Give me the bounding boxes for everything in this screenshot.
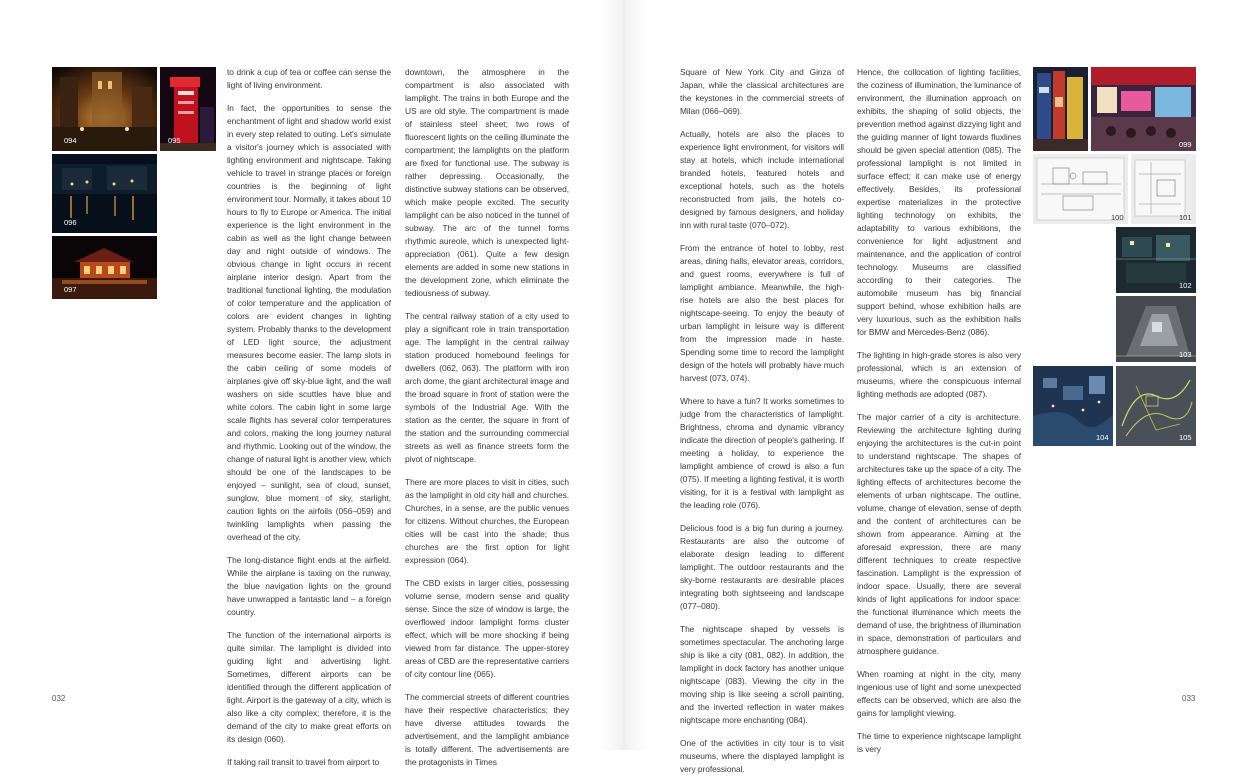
paragraph: The nightscape shaped by vessels is sometimes spectacular. The anchoring large ship is like a city (081, 082). In addition, the lamplight in dock factory has another unique nightscape (083). Viewing the city in the moving ship is like seeing a scroll painting, and the inverted reflection in water makes nightscape more enchanting (084). [680,624,844,725]
paragraph: From the entrance of hotel to lobby, rest areas, dining halls, elevator areas, corridors, and guest rooms, everywhere is full of lamplight ambiance. Meanwhile, the high-rise hotels are also the best places for nightscape-seeing. To enjoy the beauty of urban lamplight in leisure way is different from the impression made in haste. Spending some time to record the lamplight design of the hotels will probably have much harvest (073, 074). [680,243,844,383]
page-number-left: 032 [52,694,66,703]
paragraph: There are more places to visit in cities, such as the lamplight in old city hall and churches. Churches, in a sense, are the public venues for citizens. Without churches, the European cities will be cast into the shade; thus churches are the first option for light expression (064). [405,477,569,565]
photo-097 [52,236,157,299]
paragraph: to drink a cup of tea or coffee can sense the light of living environment. [227,67,391,90]
photo-number: 104 [1096,433,1109,442]
photo-104 [1033,366,1113,446]
photo-number: 103 [1179,350,1192,359]
photo-102 [1116,227,1196,293]
paragraph: The commercial streets of different countries have their respective characteristics; they have diverse attitudes towards the advertisement, and the lamplight ambiance is totally different. The advertisements are the protagonists in Times [405,692,569,767]
photo-number: 096 [64,218,77,227]
photo-number: 100 [1111,213,1124,222]
paragraph: The central railway station of a city used to play a significant role in train transportation age. The lamplight in the central railway station produced homebound feelings for dwellers (062, 063). The platform with iron arch dome, the giant architectural image and the broad square in front of station were the symbols of the Industrial Age. With the station as the center, the square in front of the station and the surrounding commercial streets as well as finance streets form the pivot of nightscape. [405,311,569,464]
paragraph: Actually, hotels are also the places to experience light environment, for visitors will stay at hotels, which include international branded hotels, featured hotels and exceptional hotels, such as the hotels reconstructed from jails, the hotels co-designed by famous designers, and holiday inn with rural taste (070–072). [680,129,844,230]
paragraph: The long-distance flight ends at the airfield. While the airplane is taxiing on the runway, the blue navigation lights on the ground have unwrapped a fantastic land – a foreign country. [227,555,391,617]
photo-number: 102 [1179,281,1192,290]
paragraph: Delicious food is a big fun during a journey. Restaurants are also the outcome of elaborate design leading to different lamplight. The outdoor restaurants and the sky-borne restaurants are desirable places integrating both sightseeing and landscape (077–080). [680,523,844,611]
paragraph: downtown, the atmosphere in the compartment is also associated with lamplight. The trains in both Europe and the US are old style. The compartment is made of stainless steel sheet; two rows of fluorescent lights on the ceiling illuminate the compartment; the lamplights on the platform are fixed for functional use. The subway is rather depressing. Occasionally, the distinctive subway stations can be observed, which make people excited. The security lamplight can be also noticed in the tunnel of subway. The arc of the tunnel forms rhythmic aureole, which is unexpected light-appreciation (061). Quite a few design elements are added in some new stations in the development zone, which eliminate the tediousness of subway. [405,67,569,298]
book-gutter [600,0,648,750]
photo-100 [1033,154,1128,224]
photo-103 [1116,296,1196,362]
paragraph: The function of the international airports is quite similar. The lamplight is divided into guiding light and advertising light. Sometimes, different airports can be identified through the different application of light. Airport is the gateway of a city, which is also like a city complex; therefore, it is the demand of the city to make great efforts on its design (060). [227,630,391,744]
right-text-column-1 [680,66,844,774]
photo-number: 094 [64,136,77,145]
paragraph: If taking rail transit to travel from airport to [227,757,380,767]
paragraph: The major carrier of a city is architecture. Reviewing the architecture lighting during enjoying the architectures is the cut-in point to understand nightscape. The shapes of architectures take up the space of a city. The lighting effects of architectures become the elements of urban nightscape. The outline, volume, change of elevation, sense of depth and the content of architectures can be shown from appearance. Aiming at the aforesaid expression, there are many different techniques to create respective fascination. Lamplight is the expression of indoor space. Usually, there are several kinds of light applications for indoor space: the functional illuminance which meets the demand of use, the brightness of illumination in space, demonstration of particulars and atmosphere guidance. [857,412,1021,656]
paragraph: Where to have a fun? It works sometimes to judge from the characteristics of lamplight. Brightness, chroma and dynamic vibrancy indicate the direction of people's gathering. If meeting a holiday, to experience the lamplight ambience of crowd is also a fun (075). If meeting a lighting festival, it is worth visiting, for it is a festival with lamplight as the leading role (076). [680,396,844,510]
photo-number: 101 [1179,213,1192,222]
paragraph: When roaming at night in the city, many ingenious use of light and some unexpected effects can be observed, which are also the gains for lamplight viewing. [857,669,1021,718]
right-text-column-2 [857,66,1021,754]
paragraph: In fact, the opportunities to sense the enchantment of light and shadow world exist in every step related to outing. Let's simulate a visitor's journey which is associated with lighting environment and nightscape. Taking vehicle to travel in strange places or foreign countries is the beginning of light environment tour. Normally, it takes about 10 hours to fly to Europe or America. The initial experience is the light environment in the cabin as well as the light change between day and night outside of windows. The obvious change in light occurs in recent airplane interior design. Apart from the traditional functional lighting, the modulation of color temperature and the application of colors are evident changes in lighting system. Probably thanks to the development of LED light source, the adjustment measures become easier. The lamp slots in the cabin ceiling of some models of airplanes give off sky-blue light, and the wall washers on side scuttles have blue and white colors. The cabin light in some large scale flights has several color temperatures and colors, making the long journey natural and rhythmic. Looking out of the window, the change of natural light is another view, which should be one of the landscapes to be enjoyed – sunlight, sea of cloud, sunset, sunglow, blue moment of sky, starlight, caution lights on the airfoils (056–059) and twinkling lamplights when passing the overhead of the city. [227,103,391,542]
photo-number: 105 [1179,433,1192,442]
photo-099-image [1091,67,1196,151]
photo-number: 099 [1179,140,1192,149]
photo-094 [52,67,157,151]
paragraph: Hence, the collocation of lighting facilities, the coziness of illumination, the luminance of environment, the illumination approach on exhibits, the shaping of solid objects, the prevention method against dizzying light and the guiding manner of light towards fluxlines should be given special attention (085). The professional lamplight is not limited in surface effect; it can make use of energy effectively. Besides, its professional expertise materializes in the protective lighting technology on exhibits, the adaptability to various exhibitions, the convenience for light adjustment and maintenance, and the application of control technology. Museums are classified according to their categories. The automobile museum has big financial support behind, whose exhibition halls are very luxurious, such as the exhibition halls for BMW and Mercedes-Benz (086). [857,67,1021,337]
photo-number: 097 [64,285,77,294]
photo-105 [1116,366,1196,446]
paragraph: Square of New York City and Ginza of Japan, while the classical architectures are the keystones in the commercial streets of Milan (066–069). [680,67,844,116]
photo-098 [1033,67,1088,151]
photo-099 [1091,67,1196,151]
photo-number: 095 [168,136,181,145]
left-text-column-1 [227,66,391,767]
photo-098-image [1033,67,1088,151]
paragraph: One of the activities in city tour is to visit museums, where the displayed lamplight is very professional. [680,738,844,774]
paragraph: The lighting in high-grade stores is also very professional, which is an extension of museums, where the conspicuous internal lighting methods are adopted (087). [857,350,1021,399]
photo-101 [1131,154,1196,224]
photo-095 [160,67,216,151]
left-text-column-2 [405,66,569,767]
paragraph: The CBD exists in larger cities, possessing volume sense, modern sense and quality sense. Since the size of window is large, the overflowed indoor lamplight forms cluster effect, which will be more shocking if being viewed from far distance. The upper-storey areas of CBD are the representative carriers of city contour line (065). [405,578,569,679]
paragraph: The time to experience nightscape lamplight is very [857,731,1021,754]
photo-096 [52,154,157,233]
page-number-right: 033 [1182,694,1196,703]
